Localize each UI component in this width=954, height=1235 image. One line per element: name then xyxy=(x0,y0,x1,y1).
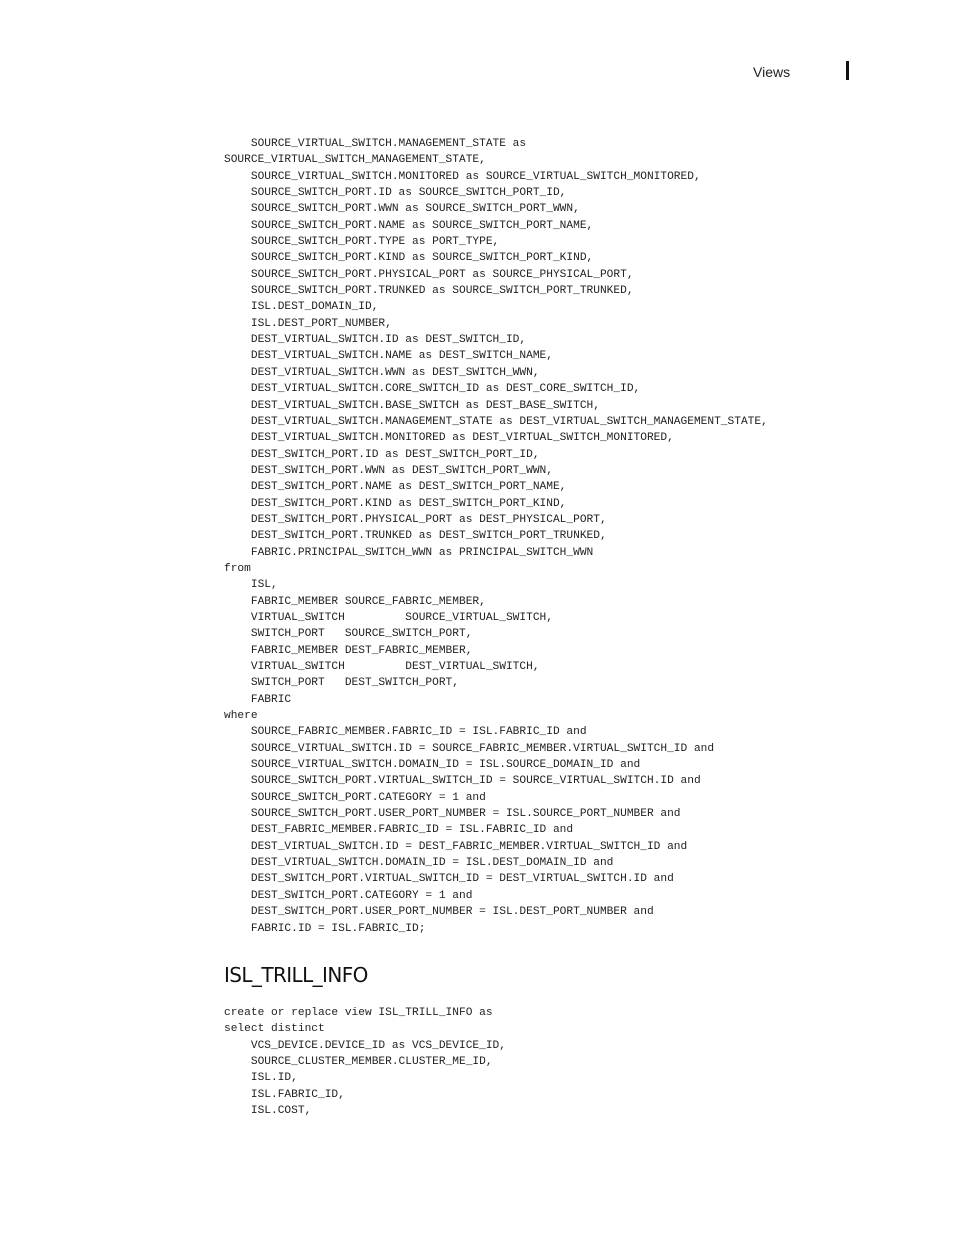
code-line: VIRTUAL_SWITCH DEST_VIRTUAL_SWITCH, xyxy=(224,661,540,673)
code-line: DEST_VIRTUAL_SWITCH.MONITORED as DEST_VIRTUAL_SWITCH_MONITORED, xyxy=(224,432,674,445)
code-line: SOURCE_FABRIC_MEMBER.FABRIC_ID = ISL.FABRIC_ID and xyxy=(224,726,587,739)
code-line: DEST_VIRTUAL_SWITCH.DOMAIN_ID = ISL.DEST_DOMAIN_ID and xyxy=(224,857,614,870)
code-line: SOURCE_SWITCH_PORT.WWN as SOURCE_SWITCH_PORT_WWN, xyxy=(224,203,580,216)
code-line: DEST_SWITCH_PORT.TRUNKED as DEST_SWITCH_PORT_TRUNKED, xyxy=(224,530,607,543)
code-line: VIRTUAL_SWITCH SOURCE_VIRTUAL_SWITCH, xyxy=(224,611,553,624)
code-block-view-definition xyxy=(224,136,768,937)
code-line: ISL.COST, xyxy=(224,1105,312,1118)
code-line: ISL.DEST_DOMAIN_ID, xyxy=(224,301,379,314)
code-line: SOURCE_SWITCH_PORT.USER_PORT_NUMBER = ISL.SOURCE_PORT_NUMBER and xyxy=(224,808,681,821)
code-line: DEST_VIRTUAL_SWITCH.MANAGEMENT_STATE as DEST_VIRTUAL_SWITCH_MANAGEMENT_STATE, xyxy=(224,415,768,428)
code-line: SOURCE_SWITCH_PORT.VIRTUAL_SWITCH_ID = SOURCE_VIRTUAL_SWITCH.ID and xyxy=(224,775,701,788)
code-line: DEST_SWITCH_PORT.WWN as DEST_SWITCH_PORT_WWN, xyxy=(224,464,553,477)
code-line: ISL.FABRIC_ID, xyxy=(224,1088,345,1101)
code-line: FABRIC xyxy=(224,693,292,706)
code-line: SWITCH_PORT SOURCE_SWITCH_PORT, xyxy=(224,628,473,641)
running-header: Views xyxy=(753,64,791,80)
code-line: SOURCE_SWITCH_PORT.NAME as SOURCE_SWITCH_PORT_NAME, xyxy=(224,219,594,232)
code-line-keyword-from: from xyxy=(224,562,251,575)
code-line: DEST_SWITCH_PORT.VIRTUAL_SWITCH_ID = DEST_VIRTUAL_SWITCH.ID and xyxy=(224,873,674,886)
code-line: ISL.DEST_PORT_NUMBER, xyxy=(224,317,392,330)
section-title: ISL_TRILL_INFO xyxy=(224,963,368,987)
code-line: SOURCE_SWITCH_PORT.TRUNKED as SOURCE_SWITCH_PORT_TRUNKED, xyxy=(224,285,634,298)
code-line: DEST_SWITCH_PORT.KIND as DEST_SWITCH_PORT_KIND, xyxy=(224,497,567,510)
code-line: SOURCE_VIRTUAL_SWITCH.MONITORED as SOURCE_VIRTUAL_SWITCH_MONITORED, xyxy=(224,170,701,183)
code-line: DEST_FABRIC_MEMBER.FABRIC_ID = ISL.FABRIC_ID and xyxy=(224,824,574,837)
code-line: VCS_DEVICE.DEVICE_ID as VCS_DEVICE_ID, xyxy=(224,1039,506,1052)
code-line: ISL.ID, xyxy=(224,1072,298,1085)
code-line: DEST_VIRTUAL_SWITCH.CORE_SWITCH_ID as DEST_CORE_SWITCH_ID, xyxy=(224,383,641,396)
code-line: FABRIC_MEMBER SOURCE_FABRIC_MEMBER, xyxy=(224,595,486,608)
code-line: SOURCE_SWITCH_PORT.TYPE as PORT_TYPE, xyxy=(224,236,500,249)
code-line: SOURCE_SWITCH_PORT.CATEGORY = 1 and xyxy=(224,791,486,804)
code-line: DEST_SWITCH_PORT.ID as DEST_SWITCH_PORT_ID, xyxy=(224,448,540,461)
code-line: DEST_SWITCH_PORT.USER_PORT_NUMBER = ISL.DEST_PORT_NUMBER and xyxy=(224,906,654,919)
code-line: ISL, xyxy=(224,579,278,592)
code-line: DEST_VIRTUAL_SWITCH.NAME as DEST_SWITCH_NAME, xyxy=(224,350,553,363)
code-line: DEST_SWITCH_PORT.NAME as DEST_SWITCH_PORT_NAME, xyxy=(224,481,567,494)
code-line: SOURCE_VIRTUAL_SWITCH.ID = SOURCE_FABRIC_MEMBER.VIRTUAL_SWITCH_ID and xyxy=(224,742,715,755)
code-line: SOURCE_VIRTUAL_SWITCH.DOMAIN_ID = ISL.SOURCE_DOMAIN_ID and xyxy=(224,759,641,772)
code-line: SOURCE_SWITCH_PORT.ID as SOURCE_SWITCH_PORT_ID, xyxy=(224,187,567,200)
code-line: DEST_SWITCH_PORT.CATEGORY = 1 and xyxy=(224,889,473,902)
code-line: SOURCE_SWITCH_PORT.KIND as SOURCE_SWITCH_PORT_KIND, xyxy=(224,252,594,265)
code-line: FABRIC_MEMBER DEST_FABRIC_MEMBER, xyxy=(224,644,473,657)
code-line: DEST_VIRTUAL_SWITCH.ID = DEST_FABRIC_MEMBER.VIRTUAL_SWITCH_ID and xyxy=(224,840,688,853)
code-line: SOURCE_VIRTUAL_SWITCH.MANAGEMENT_STATE as xyxy=(224,138,527,150)
code-block-isl-trill-info xyxy=(224,1005,506,1119)
code-line: DEST_VIRTUAL_SWITCH.WWN as DEST_SWITCH_WWN, xyxy=(224,366,540,379)
code-line: DEST_SWITCH_PORT.PHYSICAL_PORT as DEST_PHYSICAL_PORT, xyxy=(224,513,607,526)
code-line: DEST_VIRTUAL_SWITCH.ID as DEST_SWITCH_ID, xyxy=(224,334,527,347)
code-line: SOURCE_SWITCH_PORT.PHYSICAL_PORT as SOURCE_PHYSICAL_PORT, xyxy=(224,268,634,281)
code-line: SOURCE_CLUSTER_MEMBER.CLUSTER_ME_ID, xyxy=(224,1056,493,1069)
code-line: create or replace view ISL_TRILL_INFO as xyxy=(224,1007,493,1019)
code-line: DEST_VIRTUAL_SWITCH.BASE_SWITCH as DEST_BASE_SWITCH, xyxy=(224,399,600,412)
code-line: FABRIC.ID = ISL.FABRIC_ID; xyxy=(224,922,426,935)
header-rule-mark xyxy=(846,61,849,80)
code-line: FABRIC.PRINCIPAL_SWITCH_WWN as PRINCIPAL_SWITCH_WWN xyxy=(224,546,594,559)
code-line: SWITCH_PORT DEST_SWITCH_PORT, xyxy=(224,677,459,690)
code-line: select distinct xyxy=(224,1023,325,1036)
code-line: SOURCE_VIRTUAL_SWITCH_MANAGEMENT_STATE, xyxy=(224,154,486,167)
code-line-keyword-where: where xyxy=(224,710,258,723)
